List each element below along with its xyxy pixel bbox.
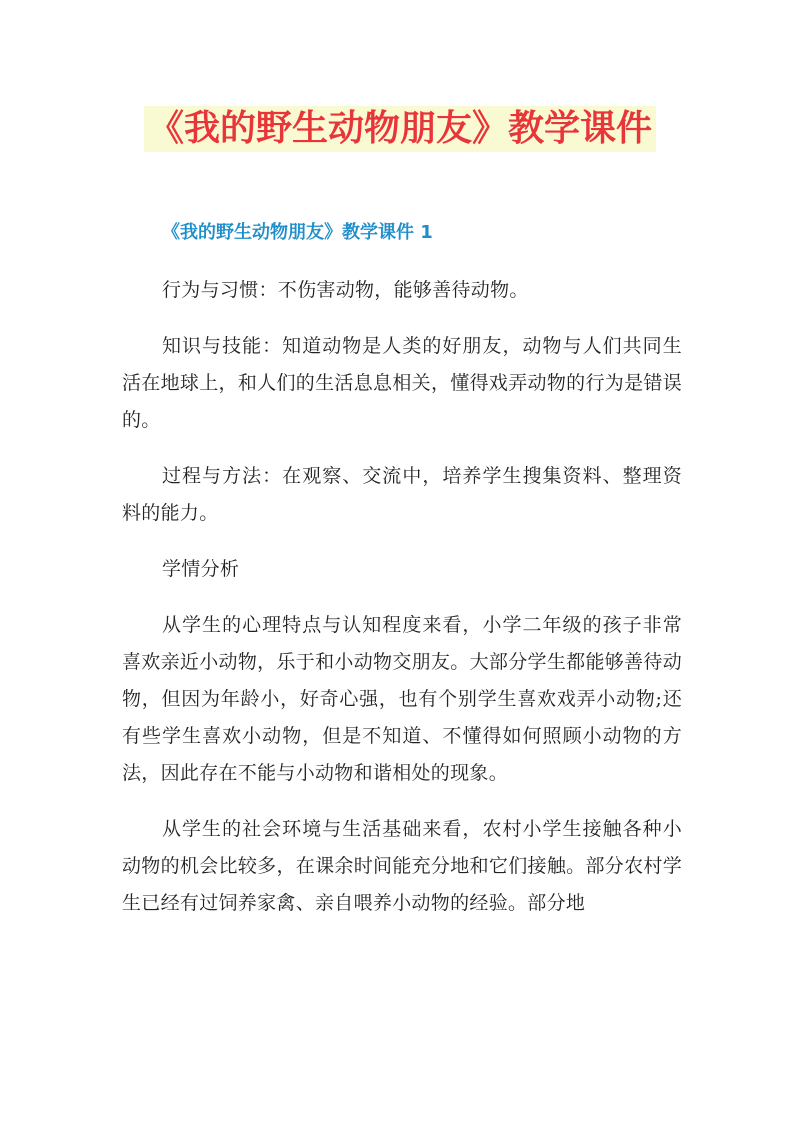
paragraph-knowledge-skills: 知识与技能：知道动物是人类的好朋友，动物与人们共同生活在地球上，和人们的生活息息相关，懂得戏弄动物的行为是错误的。 [122, 335, 682, 431]
paragraph-social-environment: 从学生的社会环境与生活基础来看，农村小学生接触各种小动物的机会比较多，在课余时间能充分地和它们接触。部分农村学生已经有过饲养家禽、亲自喂养小动物的经验。部分地 [122, 818, 682, 914]
document-body [122, 272, 682, 922]
paragraph-psychology: 从学生的心理特点与认知程度来看，小学二年级的孩子非常喜欢亲近小动物，乐于和小动物交朋友。大部分学生都能够善待动物，但因为年龄小，好奇心强，也有个别学生喜欢戏弄小动物;还有些学生喜欢小动物，但是不知道、不懂得如何照顾小动物的方法，因此存在不能与小动物和谐相处的现象。 [122, 614, 682, 784]
paragraph-spacer [122, 309, 682, 328]
paragraph-spacer [122, 792, 682, 811]
paragraph-process-methods: 过程与方法：在观察、交流中，培养学生搜集资料、整理资料的能力。 [122, 465, 682, 524]
section-heading: 《我的野生动物朋友》教学课件 1 [162, 222, 433, 243]
section-label-student-analysis: 学情分析 [162, 558, 240, 580]
title-container [0, 106, 800, 152]
paragraph-spacer [122, 588, 682, 607]
paragraph-behavior-habits: 行为与习惯：不伤害动物，能够善待动物。 [162, 279, 529, 301]
paragraph-spacer [122, 439, 682, 458]
paragraph-spacer [122, 532, 682, 551]
document-title: 《我的野生动物朋友》教学课件 [144, 106, 656, 152]
